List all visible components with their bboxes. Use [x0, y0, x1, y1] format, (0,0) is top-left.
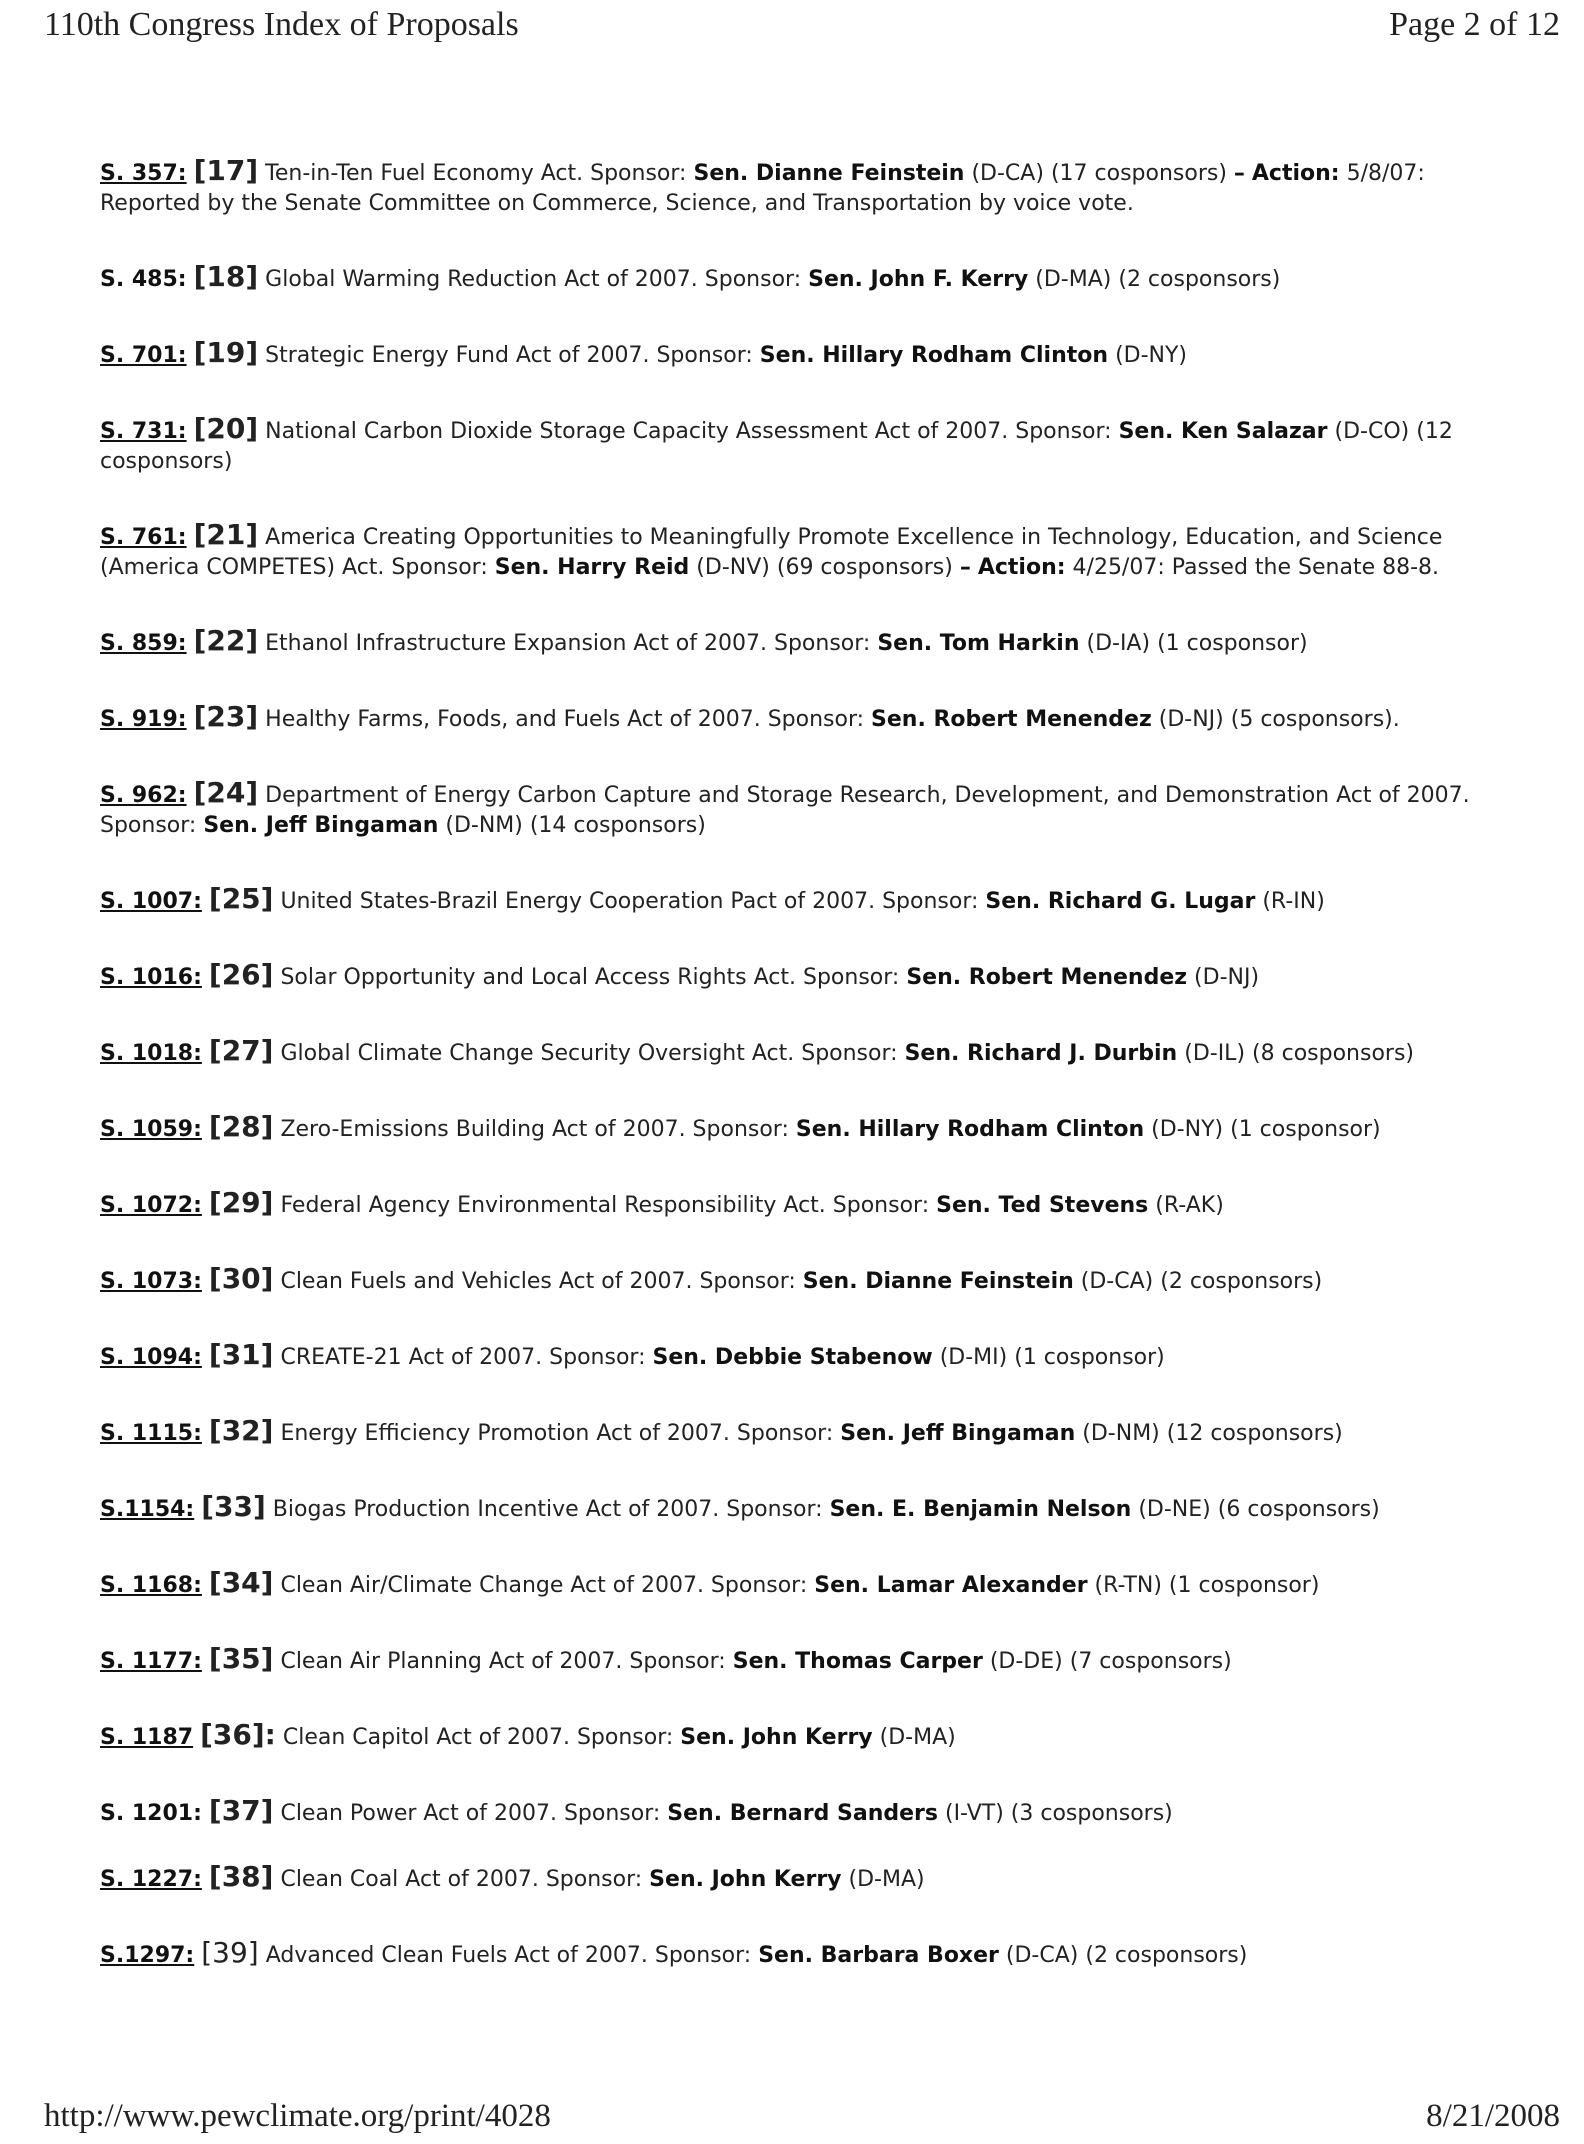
cosponsor-count: (14 cosponsors): [529, 813, 706, 838]
sponsor-party: (R-AK): [1155, 1193, 1224, 1218]
bill-title: Clean Fuels and Vehicles Act of 2007. Sponsor:: [280, 1269, 796, 1294]
sponsor-name: Sen. Hillary Rodham Clinton: [759, 343, 1109, 368]
sponsor-party: (D-IA): [1086, 631, 1151, 656]
sponsor-party: (D-IL): [1184, 1041, 1246, 1066]
sponsor-party: (R-TN): [1094, 1573, 1162, 1598]
sponsor-name: Sen. John F. Kerry: [808, 267, 1029, 292]
bill-link[interactable]: S. 859:: [100, 631, 187, 656]
bill-title: Department of Energy Carbon Capture and Storage Research, Development, and Demonstration Act of 2007. Sponsor:: [100, 783, 1470, 838]
entry-number: [23]: [193, 700, 259, 733]
sponsor-name: Sen. Thomas Carper: [732, 1649, 983, 1674]
entry-number: [22]: [193, 624, 259, 657]
entry-number: [37]: [208, 1794, 274, 1827]
sponsor-party: (D-CA): [1005, 1943, 1079, 1968]
bill-title: Strategic Energy Fund Act of 2007. Sponsor:: [265, 343, 753, 368]
bill-title: Global Warming Reduction Act of 2007. Sponsor:: [265, 267, 802, 292]
sponsor-party: (D-NM): [445, 813, 523, 838]
cosponsor-count: (6 cosponsors): [1217, 1497, 1380, 1522]
sponsor-name: Sen. Dianne Feinstein: [802, 1269, 1074, 1294]
bill-link[interactable]: S. 1018:: [100, 1041, 202, 1066]
bill-number: S. 485:: [100, 267, 187, 292]
entry-number: [20]: [193, 412, 259, 445]
bill-link[interactable]: S. 1016:: [100, 965, 202, 990]
bill-title: Ethanol Infrastructure Expansion Act of 2007. Sponsor:: [265, 631, 871, 656]
entry-number: [35]: [208, 1642, 274, 1675]
proposal-entry: [100, 702, 1520, 735]
sponsor-name: Sen. Bernard Sanders: [667, 1801, 938, 1826]
sponsor-name: Sen. Jeff Bingaman: [203, 813, 439, 838]
cosponsor-count: (69 cosponsors): [776, 555, 953, 580]
action-label: Action:: [977, 555, 1066, 580]
cosponsor-count: (1 cosponsor): [1168, 1573, 1320, 1598]
bill-link[interactable]: S. 962:: [100, 783, 187, 808]
sponsor-party: (D-MA): [848, 1867, 925, 1892]
sponsor-name: Sen. Debbie Stabenow: [652, 1345, 933, 1370]
bill-link[interactable]: S. 1227:: [100, 1867, 202, 1892]
proposal-entry: [100, 1036, 1520, 1069]
sponsor-party: (D-NY): [1151, 1117, 1224, 1142]
sponsor-party: (D-MI): [939, 1345, 1008, 1370]
bill-title: Energy Efficiency Promotion Act of 2007. Sponsor:: [280, 1421, 834, 1446]
bill-link[interactable]: S. 1177:: [100, 1649, 202, 1674]
bill-title: Advanced Clean Fuels Act of 2007. Sponsor:: [265, 1943, 752, 1968]
cosponsor-count: (12 cosponsors): [100, 419, 1453, 474]
entry-number: [25]: [208, 882, 274, 915]
bill-title: Clean Air Planning Act of 2007. Sponsor:: [280, 1649, 726, 1674]
bill-title: Clean Coal Act of 2007. Sponsor:: [280, 1867, 643, 1892]
sponsor-name: Sen. Ken Salazar: [1118, 419, 1328, 444]
bill-title: Global Climate Change Security Oversight Act. Sponsor:: [280, 1041, 898, 1066]
entry-number: [32]: [208, 1414, 274, 1447]
sponsor-party: (D-NJ): [1158, 707, 1224, 732]
entry-number: [24]: [193, 776, 259, 809]
bill-title: Solar Opportunity and Local Access Rights Act. Sponsor:: [280, 965, 900, 990]
sponsor-name: Sen. Barbara Boxer: [758, 1943, 999, 1968]
footer-url: http://www.pewclimate.org/print/4028: [44, 2098, 551, 2134]
sponsor-name: Sen. Lamar Alexander: [814, 1573, 1088, 1598]
bill-link[interactable]: S. 731:: [100, 419, 187, 444]
proposal-entry: [100, 1492, 1520, 1525]
sponsor-name: Sen. Hillary Rodham Clinton: [795, 1117, 1145, 1142]
sponsor-party: (D-NV): [696, 555, 770, 580]
header-page-number: Page 2 of 12: [1389, 6, 1560, 43]
bill-title: CREATE-21 Act of 2007. Sponsor:: [280, 1345, 646, 1370]
sponsor-party: (D-NM): [1082, 1421, 1160, 1446]
proposal-entry: [100, 1644, 1520, 1677]
sponsor-name: Sen. E. Benjamin Nelson: [829, 1497, 1132, 1522]
header-title: 110th Congress Index of Proposals: [44, 6, 519, 43]
sponsor-name: Sen. Jeff Bingaman: [840, 1421, 1076, 1446]
entry-number: [31]: [208, 1338, 274, 1371]
bill-title: United States-Brazil Energy Cooperation Pact of 2007. Sponsor:: [280, 889, 979, 914]
bill-title: Biogas Production Incentive Act of 2007. Sponsor:: [272, 1497, 823, 1522]
sponsor-party: (D-MA): [1035, 267, 1112, 292]
bill-link[interactable]: S. 1073:: [100, 1269, 202, 1294]
proposal-entry: [100, 1112, 1520, 1145]
bill-link[interactable]: S. 357:: [100, 161, 187, 186]
cosponsor-count: (1 cosponsor): [1014, 1345, 1165, 1370]
sponsor-name: Sen. Ted Stevens: [936, 1193, 1149, 1218]
sponsor-name: Sen. Richard J. Durbin: [904, 1041, 1178, 1066]
cosponsor-count: (2 cosponsors): [1085, 1943, 1248, 1968]
cosponsor-count: (8 cosponsors): [1252, 1041, 1415, 1066]
proposal-entry: [100, 1862, 1520, 1895]
sponsor-name: Sen. Harry Reid: [494, 555, 690, 580]
sponsor-party: (I-VT): [944, 1801, 1004, 1826]
entry-number: [38]: [208, 1860, 274, 1893]
sponsor-name: Sen. Robert Menendez: [906, 965, 1188, 990]
entry-number: [33]: [201, 1490, 266, 1523]
cosponsor-count: (3 cosponsors): [1010, 1801, 1173, 1826]
entry-number: [28]: [208, 1110, 274, 1143]
proposal-entry: [100, 520, 1520, 583]
bill-title: Clean Capitol Act of 2007. Sponsor:: [282, 1725, 674, 1750]
sponsor-name: Sen. John Kerry: [680, 1725, 873, 1750]
bill-title: America Creating Opportunities to Meaningfully Promote Excellence in Technology, Education, and Science (America COMPETES) Act. Sponsor:: [100, 525, 1443, 580]
bill-number: S. 1201:: [100, 1801, 202, 1826]
cosponsor-count: (5 cosponsors).: [1230, 707, 1400, 732]
proposal-entry: [100, 1938, 1520, 1971]
entry-number: [17]: [193, 154, 259, 187]
entry-number: [34]: [208, 1566, 274, 1599]
sponsor-party: (D-CO): [1334, 419, 1410, 444]
sponsor-name: Sen. Richard G. Lugar: [985, 889, 1256, 914]
proposal-entry: [100, 1720, 1520, 1753]
proposal-entry: [100, 1416, 1520, 1449]
bill-link[interactable]: S. 761:: [100, 525, 187, 550]
proposal-entry: [100, 414, 1520, 477]
action-text: 5/8/07: Reported by the Senate Committee on Commerce, Science, and Transportation by voice vote.: [100, 161, 1425, 216]
cosponsor-count: (1 cosponsor): [1157, 631, 1308, 656]
cosponsor-count: (17 cosponsors): [1050, 161, 1227, 186]
bill-link[interactable]: S. 1168:: [100, 1573, 202, 1598]
sponsor-party: (D-CA): [1080, 1269, 1154, 1294]
action-label: Action:: [1251, 161, 1340, 186]
bill-link[interactable]: S. 1072:: [100, 1193, 202, 1218]
proposal-entry: [100, 1188, 1520, 1221]
sponsor-name: Sen. Dianne Feinstein: [693, 161, 965, 186]
proposal-entry: [100, 884, 1520, 917]
action-separator: –: [1233, 161, 1245, 186]
proposal-list: [100, 156, 1520, 2014]
sponsor-party: (D-DE): [989, 1649, 1063, 1674]
proposal-entry: [100, 262, 1520, 295]
proposal-entry: [100, 778, 1520, 841]
bill-title: Federal Agency Environmental Responsibility Act. Sponsor:: [280, 1193, 930, 1218]
sponsor-party: (R-IN): [1262, 889, 1325, 914]
bill-title: Zero-Emissions Building Act of 2007. Sponsor:: [280, 1117, 789, 1142]
bill-link[interactable]: S. 1059:: [100, 1117, 202, 1142]
sponsor-name: Sen. Tom Harkin: [877, 631, 1080, 656]
entry-number: [27]: [208, 1034, 274, 1067]
sponsor-name: Sen. John Kerry: [649, 1867, 842, 1892]
bill-title: Clean Power Act of 2007. Sponsor:: [280, 1801, 661, 1826]
sponsor-name: Sen. Robert Menendez: [871, 707, 1152, 732]
bill-link[interactable]: S. 1094:: [100, 1345, 202, 1370]
cosponsor-count: (2 cosponsors): [1160, 1269, 1323, 1294]
bill-title: Clean Air/Climate Change Act of 2007. Sponsor:: [280, 1573, 808, 1598]
cosponsor-count: (7 cosponsors): [1069, 1649, 1232, 1674]
bill-title: Healthy Farms, Foods, and Fuels Act of 2007. Sponsor:: [265, 707, 865, 732]
bill-title: National Carbon Dioxide Storage Capacity Assessment Act of 2007. Sponsor:: [265, 419, 1112, 444]
entry-number: [19]: [193, 336, 259, 369]
sponsor-party: (D-NE): [1138, 1497, 1211, 1522]
sponsor-party: (D-NY): [1115, 343, 1188, 368]
cosponsor-count: (1 cosponsor): [1230, 1117, 1381, 1142]
footer-date: 8/21/2008: [1426, 2098, 1560, 2134]
sponsor-party: (D-MA): [879, 1725, 956, 1750]
entry-number: [30]: [208, 1262, 274, 1295]
entry-number: [18]: [193, 260, 259, 293]
bill-link[interactable]: S. 1187: [100, 1725, 194, 1750]
bill-link[interactable]: S.1154:: [100, 1497, 195, 1522]
sponsor-party: (D-NJ): [1194, 965, 1260, 990]
proposal-entry: [100, 156, 1520, 219]
bill-link[interactable]: S. 1115:: [100, 1421, 202, 1446]
action-separator: –: [959, 555, 971, 580]
bill-link[interactable]: S.1297:: [100, 1943, 195, 1968]
bill-link[interactable]: S. 919:: [100, 707, 187, 732]
sponsor-party: (D-CA): [971, 161, 1044, 186]
proposal-entry: [100, 1340, 1520, 1373]
entry-number: [26]: [208, 958, 274, 991]
bill-link[interactable]: S. 1007:: [100, 889, 202, 914]
entry-number: [29]: [208, 1186, 274, 1219]
proposal-entry: [100, 338, 1520, 371]
entry-number: [39]: [201, 1936, 259, 1969]
entry-number: [36]:: [200, 1718, 276, 1751]
entry-number: [21]: [193, 518, 259, 551]
cosponsor-count: (12 cosponsors): [1166, 1421, 1343, 1446]
bill-link[interactable]: S. 701:: [100, 343, 187, 368]
cosponsor-count: (2 cosponsors): [1118, 267, 1281, 292]
proposal-entry: [100, 960, 1520, 993]
action-text: 4/25/07: Passed the Senate 88-8.: [1072, 555, 1440, 580]
proposal-entry: [100, 1796, 1520, 1829]
proposal-entry: [100, 1264, 1520, 1297]
bill-title: Ten-in-Ten Fuel Economy Act. Sponsor:: [265, 161, 687, 186]
proposal-entry: [100, 1568, 1520, 1601]
proposal-entry: [100, 626, 1520, 659]
